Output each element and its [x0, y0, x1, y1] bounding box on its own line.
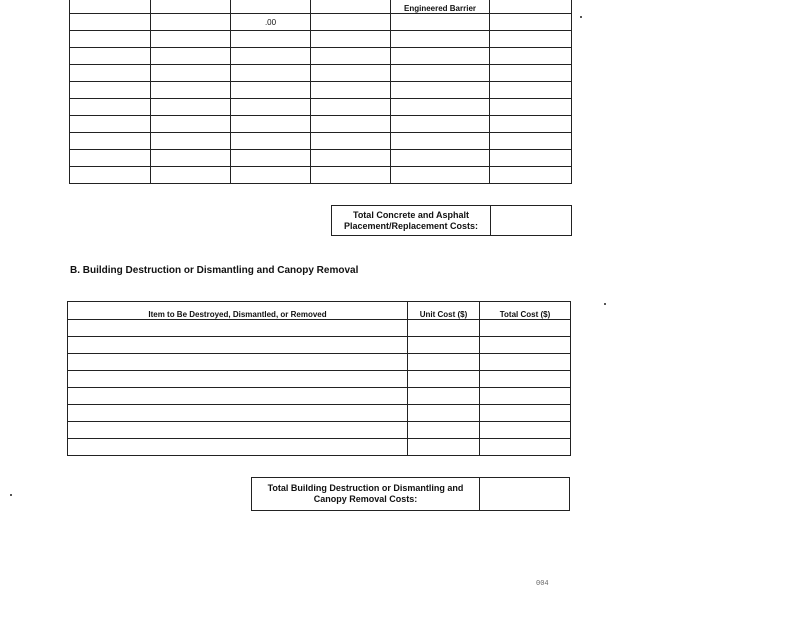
table-cell[interactable] [151, 65, 231, 82]
table-cell[interactable] [391, 167, 490, 184]
table-cell[interactable] [408, 320, 480, 337]
table-cell[interactable] [231, 133, 311, 150]
table-cell[interactable] [480, 439, 571, 456]
table-row [70, 133, 572, 150]
table-row [70, 31, 572, 48]
table-row [70, 116, 572, 133]
table-row [70, 167, 572, 184]
header-cell [151, 0, 231, 14]
column-header-total-cost: Total Cost ($) [480, 302, 571, 320]
table-cell[interactable] [231, 99, 311, 116]
table-cell[interactable] [480, 371, 571, 388]
table-cell[interactable] [480, 337, 571, 354]
table-cell[interactable] [311, 48, 391, 65]
table-cell[interactable] [490, 14, 572, 31]
concrete-total-label-line1: Total Concrete and Asphalt [352, 209, 469, 220]
table-cell[interactable] [490, 48, 572, 65]
table-cell[interactable] [70, 31, 151, 48]
table-cell[interactable] [68, 405, 408, 422]
table-cell[interactable] [391, 150, 490, 167]
table-cell-value[interactable]: .00 [231, 14, 311, 31]
building-destruction-table [67, 301, 571, 456]
table-cell[interactable] [391, 31, 490, 48]
table-cell[interactable] [490, 116, 572, 133]
table-cell[interactable] [70, 14, 151, 31]
table-cell[interactable] [151, 99, 231, 116]
table-cell[interactable] [151, 167, 231, 184]
table-header-row [68, 302, 571, 320]
table-cell[interactable] [68, 388, 408, 405]
header-cell [231, 0, 311, 14]
concrete-asphalt-table [69, 0, 572, 184]
table-cell[interactable] [311, 31, 391, 48]
table-cell[interactable] [151, 31, 231, 48]
table-row [68, 354, 571, 371]
table-row [68, 439, 571, 456]
scan-speck [10, 494, 12, 496]
table-cell[interactable] [231, 82, 311, 99]
table-cell[interactable] [151, 133, 231, 150]
table-row [68, 371, 571, 388]
table-cell[interactable] [151, 116, 231, 133]
building-total-value[interactable] [480, 478, 570, 511]
table-cell[interactable] [391, 116, 490, 133]
table-cell[interactable] [311, 99, 391, 116]
table-row [68, 388, 571, 405]
table-cell[interactable] [70, 167, 151, 184]
section-b-heading: B. Building Destruction or Dismantling and Canopy Removal [70, 265, 359, 276]
table-cell[interactable] [408, 337, 480, 354]
table-cell[interactable] [151, 48, 231, 65]
table-cell[interactable] [231, 150, 311, 167]
table-cell[interactable] [70, 133, 151, 150]
table-cell[interactable] [70, 116, 151, 133]
table-cell[interactable] [70, 48, 151, 65]
scan-speck [604, 303, 606, 305]
table-cell[interactable] [490, 150, 572, 167]
table-row [70, 99, 572, 116]
table-cell[interactable] [68, 439, 408, 456]
table-cell[interactable] [231, 167, 311, 184]
table-cell[interactable] [68, 422, 408, 439]
table-cell[interactable] [151, 82, 231, 99]
table-cell[interactable] [490, 65, 572, 82]
table-row [70, 150, 572, 167]
table-cell[interactable] [68, 337, 408, 354]
building-total-label [252, 478, 480, 511]
table-cell[interactable] [231, 65, 311, 82]
table-row [70, 65, 572, 82]
table-cell[interactable] [408, 439, 480, 456]
table-cell[interactable] [480, 320, 571, 337]
table-row [68, 422, 571, 439]
table-cell[interactable] [311, 65, 391, 82]
table-cell[interactable] [490, 82, 572, 99]
table-cell[interactable] [391, 48, 490, 65]
table-cell[interactable] [391, 82, 490, 99]
table-cell[interactable] [311, 133, 391, 150]
concrete-total-box [331, 205, 572, 236]
table-cell[interactable] [68, 320, 408, 337]
table-cell[interactable] [151, 14, 231, 31]
table-row [68, 337, 571, 354]
table-cell[interactable] [231, 116, 311, 133]
table-cell[interactable] [391, 99, 490, 116]
table-cell[interactable] [391, 133, 490, 150]
header-engineered-barrier: Engineered Barrier [391, 0, 490, 14]
table-row [70, 48, 572, 65]
table-cell[interactable] [480, 354, 571, 371]
table-cell[interactable] [391, 14, 490, 31]
table-cell[interactable] [408, 388, 480, 405]
table-cell[interactable] [70, 150, 151, 167]
table-cell[interactable] [480, 405, 571, 422]
table-cell[interactable] [490, 167, 572, 184]
table-cell[interactable] [231, 31, 311, 48]
building-total-box [251, 477, 570, 511]
table-cell[interactable] [408, 405, 480, 422]
table-cell[interactable] [480, 388, 571, 405]
table-cell[interactable] [490, 99, 572, 116]
table-row [70, 82, 572, 99]
table-cell[interactable] [311, 14, 391, 31]
table-cell[interactable] [151, 150, 231, 167]
concrete-total-label-line2: Placement/Replacement Costs: [343, 220, 479, 231]
column-header-unit-cost: Unit Cost ($) [408, 302, 480, 320]
table-cell[interactable] [408, 354, 480, 371]
table-row [68, 405, 571, 422]
table-cell[interactable] [408, 422, 480, 439]
table-cell[interactable] [70, 99, 151, 116]
building-total-label-line1: Total Building Destruction or Dismantling and [267, 483, 464, 493]
header-cell [311, 0, 391, 14]
table-cell[interactable] [68, 354, 408, 371]
table-cell[interactable] [311, 167, 391, 184]
table-cell[interactable] [391, 65, 490, 82]
page-mark: 004 [536, 580, 549, 588]
column-header-item: Item to Be Destroyed, Dismantled, or Removed [68, 302, 408, 320]
table-cell[interactable] [311, 116, 391, 133]
concrete-total-label [332, 206, 491, 236]
table-cell[interactable] [70, 65, 151, 82]
table-cell[interactable] [408, 371, 480, 388]
table-cell[interactable] [311, 150, 391, 167]
header-cell [490, 0, 572, 14]
table-cell[interactable] [311, 82, 391, 99]
table-cell[interactable] [70, 82, 151, 99]
table-cell[interactable] [68, 371, 408, 388]
table-row [68, 320, 571, 337]
table-cell[interactable] [490, 31, 572, 48]
table-cell[interactable] [480, 422, 571, 439]
table-header-row [70, 0, 572, 14]
header-cell [70, 0, 151, 14]
table-row [70, 14, 572, 31]
table-cell[interactable] [490, 133, 572, 150]
concrete-total-value[interactable] [491, 206, 572, 236]
scan-speck [580, 16, 582, 18]
table-cell[interactable] [231, 48, 311, 65]
building-total-label-line2: Canopy Removal Costs: [313, 494, 418, 504]
